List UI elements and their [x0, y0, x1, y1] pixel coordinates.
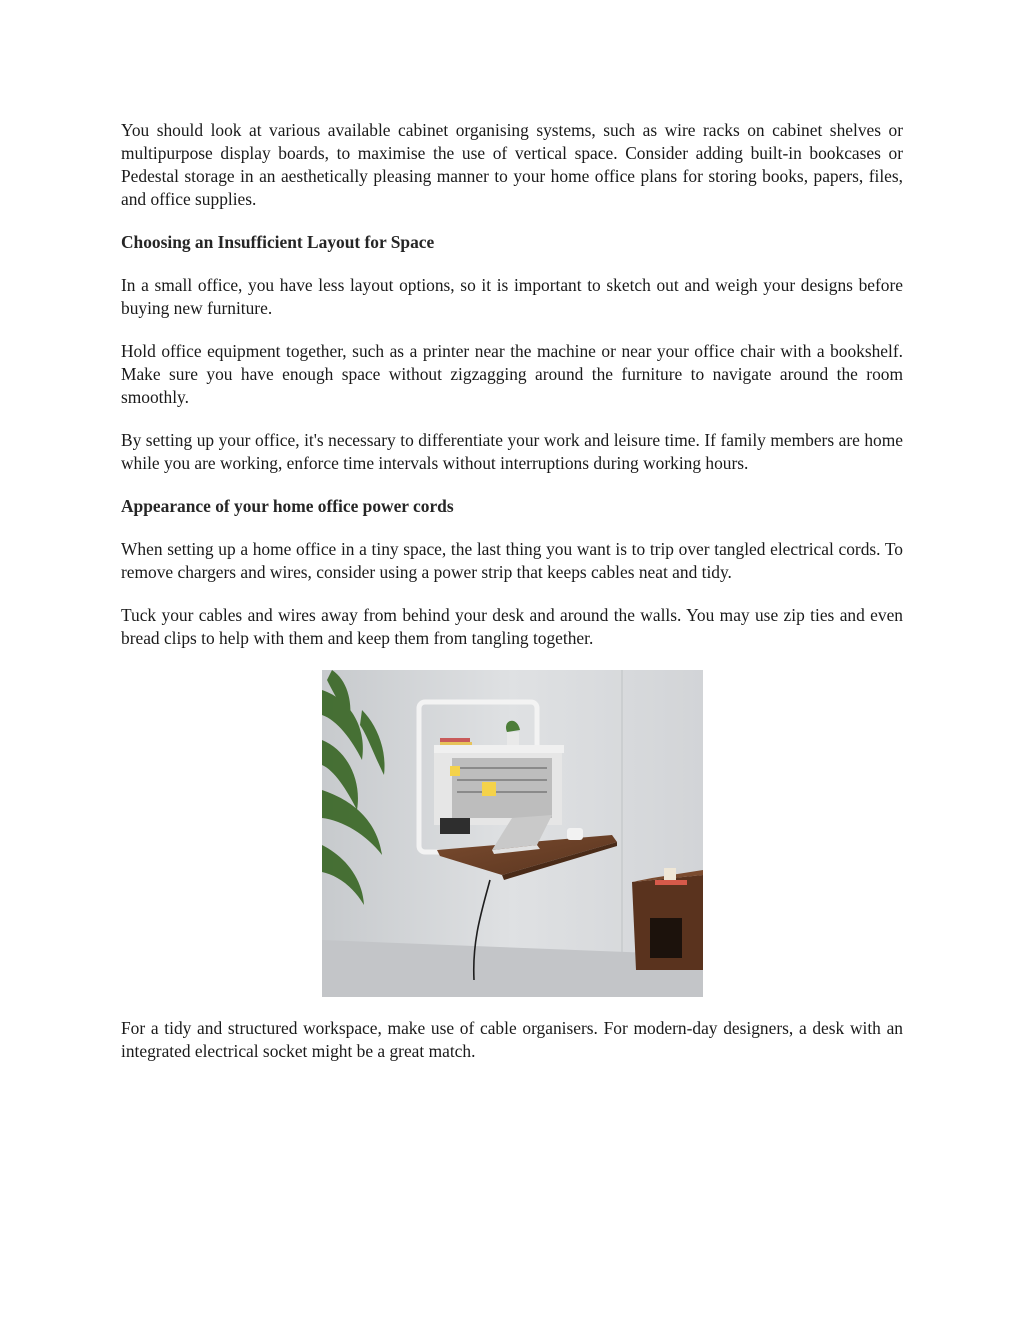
figure-container: [121, 670, 903, 997]
heading-power-cords: Appearance of your home office power cords: [121, 496, 454, 516]
paragraph-cabinet-organising: You should look at various available cabinet organising systems, such as wire racks on cabinet shelves or multipurpose display boards, to maximise the use of vertical space. Consider adding built-in bookcases or Pedestal storage in an aesthetically pleasing manner to your home office plans for storing books, papers, files, and office supplies.: [121, 120, 903, 209]
desk-photo: [322, 670, 703, 997]
paragraph-tuck-cables: Tuck your cables and wires away from behind your desk and around the walls. You may use zip ties and even bread clips to help with them and keep them from tangling together.: [121, 605, 903, 648]
heading-insufficient-layout: Choosing an Insufficient Layout for Space: [121, 232, 435, 252]
document-page: [121, 119, 903, 1083]
paragraph-cable-organisers: For a tidy and structured workspace, make use of cable organisers. For modern-day designers, a desk with an integrated electrical socket might be a great match.: [121, 1018, 903, 1061]
paragraph-work-leisure: By setting up your office, it's necessary to differentiate your work and leisure time. If family members are home while you are working, enforce time intervals without interruptions during working hours.: [121, 430, 903, 473]
paragraph-office-equipment: Hold office equipment together, such as a printer near the machine or near your office chair with a bookshelf. Make sure you have enough space without zigzagging around the furniture to navigate around the room smoothly.: [121, 341, 903, 407]
paragraph-small-office: In a small office, you have less layout options, so it is important to sketch out and weigh your designs before buying new furniture.: [121, 275, 903, 318]
paragraph-tangled-cords: When setting up a home office in a tiny space, the last thing you want is to trip over tangled electrical cords. To remove chargers and wires, consider using a power strip that keeps cables neat and tidy.: [121, 539, 903, 582]
